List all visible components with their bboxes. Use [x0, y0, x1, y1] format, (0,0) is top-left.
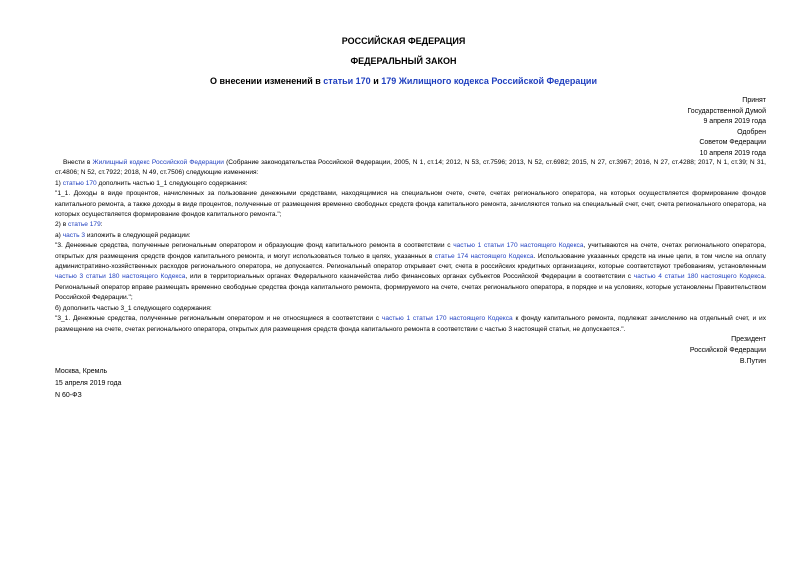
housing-code-link[interactable]: Жилищный кодекс Российской Федерации	[92, 159, 224, 166]
item2-post: :	[100, 221, 103, 229]
part31-b: к фонду капитального ремонта, подлежат зачислению на отдельный счет, и их размещение на счете, счетах регионального оператора, открытых для размещения средств фонда капитального ремонта в соответствии с частью 3 настоящей статьи, не допускается.".	[55, 315, 766, 333]
intro-paragraph	[55, 158, 766, 179]
part-1-1-text: "1_1. Доходы в виде процентов, начисленных за пользование денежными средствами, находящимися на специальном счете, счете, счетах регионального оператора, на которых осуществляется формирование фондов капитального ремонта, а также доходы в виде процентов, полученные от размещения временно свободных средств фонда капитального ремонта, зачисляются только на специальный счет, счет, счета регионального оператора, на которых осуществляется формирование фондов капитального ремонта.";	[55, 190, 766, 219]
adoption-line: Советом Федерации	[699, 139, 766, 146]
part-3-link[interactable]: часть 3	[62, 231, 86, 239]
intro-post: (Собрание законодательства Российской Федерации, 2005, N 1, ст.14; 2012, N 53, ст.7596; 2013, N 52, ст.6982; 2015, N 27, ст.3967; 2016, N 27, ст.4288; 2017, N 1, ст.39; N 31, ст.4806; N 52, ст.7922; 2018, N 49, ст.7506) следующие изменения:	[55, 159, 766, 177]
item-2	[55, 220, 766, 230]
part-3-1-text	[55, 314, 766, 335]
law-title	[0, 76, 807, 86]
place-city: Москва, Кремль	[55, 368, 108, 375]
part31-a: "3_1. Денежные средства, полученные региональным оператором и не относящиеся в соответствии с	[55, 315, 382, 323]
signature-block	[690, 335, 766, 367]
title-mid: и	[370, 76, 382, 86]
article-174-link[interactable]: статье 174 настоящего Кодекса	[434, 252, 534, 260]
item-2a	[55, 231, 766, 241]
item-1	[55, 179, 766, 189]
part-3-article-180-link[interactable]: частью 3 статьи 180 настоящего Кодекса	[55, 273, 186, 281]
item2a-post: изложить в следующей редакции:	[85, 231, 191, 239]
part-3-text	[55, 241, 766, 303]
item-2b: б) дополнить частью 3_1 следующего содержания:	[55, 304, 212, 312]
law-type-heading: ФЕДЕРАЛЬНЫЙ ЗАКОН	[350, 56, 457, 66]
part3-d: , или в территориальных органах Федерального казначейства либо финансовых органах субъектов Российской Федерации в соответствии с	[185, 273, 634, 281]
item2a-pre: а)	[55, 231, 63, 239]
part3-a: "3. Денежные средства, полученные региональным оператором и образующие фонд капитального ремонта в соответствии с	[55, 242, 454, 250]
part-1-article-170-link[interactable]: частью 1 статьи 170 настоящего Кодекса	[453, 242, 584, 250]
adoption-line: Государственной Думой	[687, 107, 766, 115]
adoption-block	[687, 96, 766, 159]
law-number: N 60-ФЗ	[55, 392, 82, 399]
adoption-line: Принят	[742, 97, 766, 104]
part3-c: . Использование указанных средств на иные цели, в том числе на оплату административно-хозяйственных расходов регионального оператора, не допускается. Региональный оператор открывает счет, счета в российских кредитных организациях, которые соответствуют требованиям, установленным	[55, 252, 767, 271]
country-heading: РОССИЙСКАЯ ФЕДЕРАЦИЯ	[341, 36, 466, 46]
signature-country: Российской Федерации	[689, 346, 766, 354]
title-prefix: О внесении изменений в	[209, 76, 324, 86]
adoption-line: Одобрен	[737, 128, 766, 136]
adoption-line: 9 апреля 2019 года	[703, 118, 766, 125]
part-1-article-170-link-2[interactable]: частью 1 статьи 170 настоящего Кодекса	[381, 315, 513, 323]
adoption-line: 10 апреля 2019 года	[699, 149, 766, 157]
item1-pre: 1)	[55, 179, 63, 187]
part3-e: . Региональный оператор вправе размещать временно свободные средства фонда капитального ремонта, формируемого на счете, счетах регионального оператора, в порядке и на условиях, которые установлены Правительством Российской Федерации.";	[55, 273, 766, 302]
item2-pre: 2) в	[55, 221, 69, 229]
signature-title: Президент	[731, 336, 766, 343]
title-link-article-179[interactable]: 179 Жилищного кодекса Российской Федерации	[381, 76, 597, 86]
law-body	[55, 158, 766, 335]
item1-post: дополнить частью 1_1 следующего содержания:	[96, 179, 248, 187]
article-170-link[interactable]: статью 170	[62, 179, 97, 187]
intro-pre: Внести в	[63, 159, 93, 166]
title-link-article-170[interactable]: статьи 170	[323, 76, 371, 86]
part-4-article-180-link[interactable]: частью 4 статьи 180 настоящего Кодекса	[633, 273, 765, 281]
place-date-block	[55, 366, 121, 402]
part3-b: , учитываются на счете, счетах регионального оператора, открытых для размещения средств фондов капитального ремонта, и могут использоваться только в целях, указанных в	[55, 242, 766, 260]
signature-name: В.Путин	[739, 357, 766, 365]
place-date: 15 апреля 2019 года	[55, 380, 122, 387]
article-179-link[interactable]: статье 179	[68, 221, 101, 229]
